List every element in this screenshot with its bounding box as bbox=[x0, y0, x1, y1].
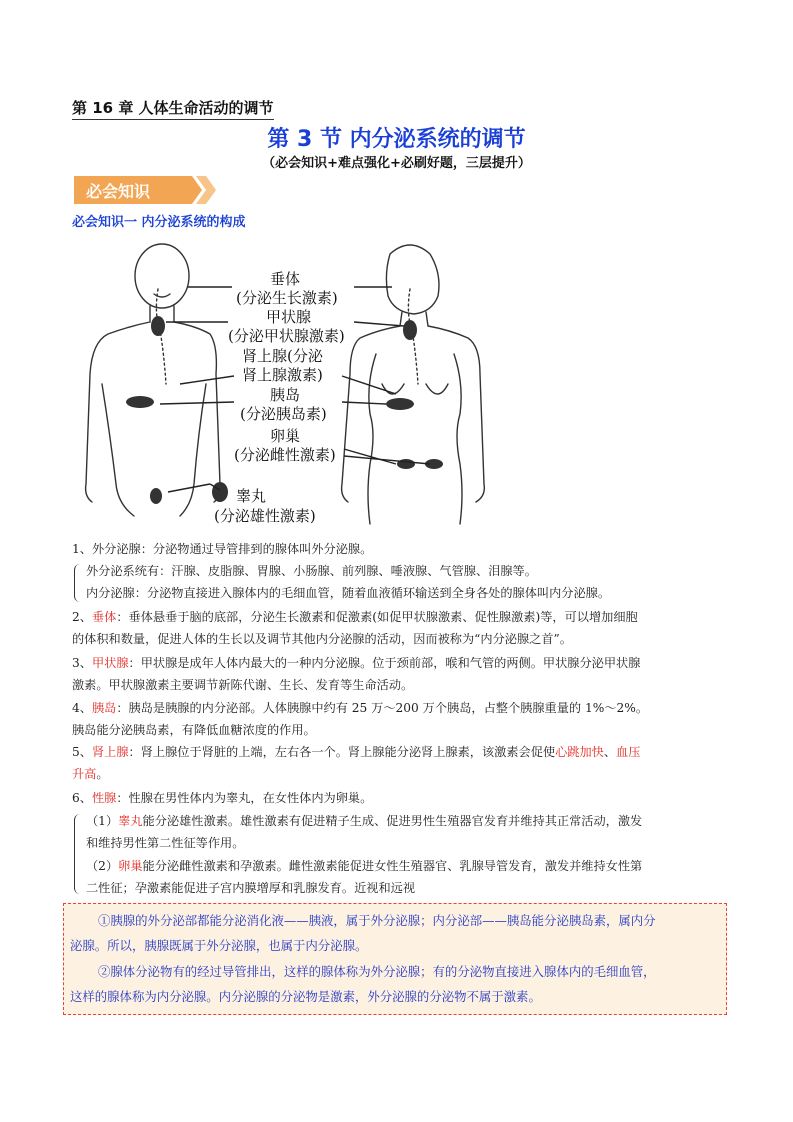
label-ovary: 卵巢 bbox=[270, 427, 301, 445]
para-4 bbox=[72, 697, 732, 741]
para-2-line1: ：垂体悬垂于脑的底部，分泌生长激素和促激素(如促甲状腺激素、促性腺激素)等，可以增加细胞 bbox=[116, 610, 638, 624]
label-pancreas-note: (分泌胰岛素) bbox=[240, 405, 327, 423]
term-gonad: 性腺 bbox=[91, 791, 117, 805]
para-6 bbox=[72, 787, 732, 809]
para-5-red3: 升高 bbox=[72, 767, 97, 781]
para-1b-text: 内分泌腺：分泌物直接进入腺体内的毛细血管，随着血液循环输送到全身各处的腺体叫内分泌腺。 bbox=[86, 586, 611, 600]
diagram-labels bbox=[70, 234, 490, 526]
para-1a-text: 外分泌系统有：汗腺、皮脂腺、胃腺、小肠腺、前列腺、唾液腺、气管腺、泪腺等。 bbox=[86, 564, 537, 578]
term-testis: 睾丸 bbox=[118, 814, 143, 828]
label-pancreas: 胰岛 bbox=[270, 386, 301, 404]
banner-label: 必会知识 bbox=[86, 182, 151, 201]
para-1b bbox=[86, 582, 732, 604]
label-thyroid: 甲状腺 bbox=[266, 308, 312, 326]
para-2-num: 2、 bbox=[72, 610, 92, 624]
note-box bbox=[63, 903, 727, 1015]
label-adrenal-1: 肾上腺(分泌 bbox=[242, 347, 323, 365]
para-6-num: 6、 bbox=[72, 791, 92, 805]
para-6b-line1: 能分泌雌性激素和孕激素。雌性激素能促进女性生殖器官、乳腺导管发育，激发并维持女性第 bbox=[142, 859, 643, 873]
para-5-red2: 血压 bbox=[616, 745, 641, 759]
label-pituitary-note: (分泌生长激素) bbox=[236, 289, 338, 307]
endocrine-diagram bbox=[70, 234, 490, 526]
label-pituitary: 垂体 bbox=[270, 270, 301, 288]
term-pancreas: 胰岛 bbox=[91, 701, 117, 715]
para-3-line1: ：甲状腺是成年人体内最大的一种内分泌腺。位于颈前部，喉和气管的两侧。甲状腺分泌甲状腺 bbox=[128, 656, 641, 670]
para-6a-line1: 能分泌雄性激素。雄性激素有促进精子生成、促进男性生殖器官发育并维持其正常活动，激发 bbox=[142, 814, 643, 828]
para-6b-pre: （2） bbox=[86, 859, 119, 873]
note-line-4: 这样的腺体称为内分泌腺。内分泌腺的分泌物是激素，外分泌腺的分泌物不属于激素。 bbox=[70, 989, 541, 1004]
para-6-line1: ：性腺在男性体内为睾丸，在女性体内为卵巢。 bbox=[116, 791, 373, 805]
para-1-text: 1、外分泌腺：分泌物通过导管排到的腺体叫外分泌腺。 bbox=[72, 542, 373, 556]
label-testis: 睾丸 bbox=[236, 487, 267, 505]
para-3-line2: 激素。甲状腺激素主要调节新陈代谢、生长、发育等生命活动。 bbox=[72, 678, 414, 692]
subheading: 必会知识一 内分泌系统的构成 bbox=[72, 215, 246, 230]
label-adrenal-2: 肾上腺激素) bbox=[242, 366, 323, 384]
para-2-line2: 的体积和数量，促进人体的生长以及调节其他内分泌腺的活动，因而被称为“内分泌腺之首”。 bbox=[72, 632, 572, 646]
para-5-line1: ：肾上腺位于肾脏的上端，左右各一个。肾上腺能分泌肾上腺素，该激素会促使 bbox=[128, 745, 556, 759]
para-6a-line2: 和维持男性第二性征等作用。 bbox=[86, 836, 245, 850]
label-testis-note: (分泌雄性激素) bbox=[214, 507, 316, 525]
must-know-banner bbox=[74, 176, 216, 204]
para-6b bbox=[86, 855, 732, 899]
note-line-2: 泌腺。所以，胰腺既属于外分泌腺，也属于内分泌腺。 bbox=[70, 938, 368, 953]
label-ovary-note: (分泌雌性激素) bbox=[234, 446, 336, 464]
para-4-line2: 胰岛能分泌胰岛素，有降低血糖浓度的作用。 bbox=[72, 723, 316, 737]
term-ovary: 卵巢 bbox=[118, 859, 143, 873]
label-thyroid-note: (分泌甲状腺激素) bbox=[228, 327, 345, 345]
note-line-1: ①胰腺的外分泌部都能分泌消化液——胰液，属于外分泌腺；内分泌部——胰岛能分泌胰岛素，属内分 bbox=[98, 913, 656, 928]
section-subtitle: （必会知识+难点强化+必刷好题，三层提升） bbox=[262, 156, 531, 171]
brace-2 bbox=[74, 814, 83, 894]
para-3-num: 3、 bbox=[72, 656, 92, 670]
section-title: 第 3 节 内分泌系统的调节 bbox=[267, 127, 526, 152]
para-5-red1: 心跳加快 bbox=[555, 745, 604, 759]
para-5-num: 5、 bbox=[72, 745, 92, 759]
para-2 bbox=[72, 606, 732, 650]
chapter-title: 第 16 章 人体生命活动的调节 bbox=[72, 97, 274, 120]
para-1 bbox=[72, 538, 732, 560]
para-3 bbox=[72, 652, 732, 696]
term-adrenal: 肾上腺 bbox=[91, 745, 129, 759]
para-5 bbox=[72, 741, 732, 785]
brace-1 bbox=[74, 564, 83, 602]
para-1a bbox=[86, 560, 732, 582]
para-5-end: 。 bbox=[96, 767, 109, 781]
para-4-line1: ：胰岛是胰腺的内分泌部。人体胰腺中约有 25 万～200 万个胰岛，占整个胰腺重量的 1%～2%。 bbox=[116, 701, 649, 715]
para-6a-pre: （1） bbox=[86, 814, 119, 828]
para-6a bbox=[86, 810, 732, 854]
term-thyroid: 甲状腺 bbox=[91, 656, 129, 670]
para-6b-line2: 二性征；孕激素能促进子宫内膜增厚和乳腺发育。近视和远视 bbox=[86, 881, 416, 895]
note-line-3: ②腺体分泌物有的经过导管排出，这样的腺体称为外分泌腺；有的分泌物直接进入腺体内的毛细血管， bbox=[98, 964, 656, 979]
term-pituitary: 垂体 bbox=[91, 610, 117, 624]
para-5-sep: 、 bbox=[603, 745, 617, 759]
para-4-num: 4、 bbox=[72, 701, 92, 715]
